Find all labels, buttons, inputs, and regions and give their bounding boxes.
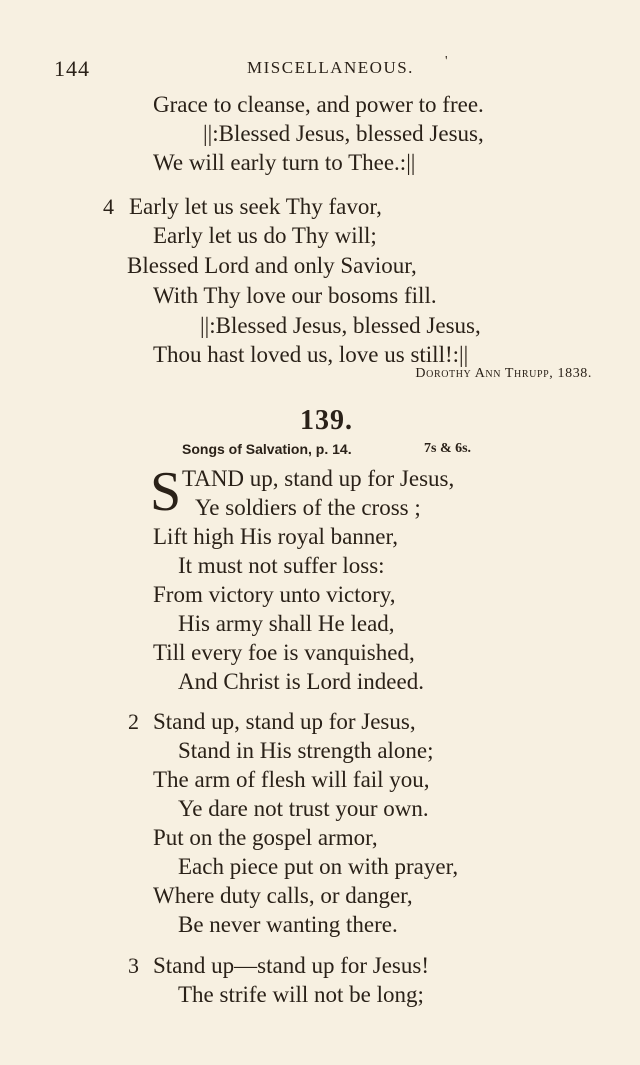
verse-number: 4 (103, 194, 114, 219)
verse-line: From victory unto victory, (153, 582, 396, 607)
verse-line: We will early turn to Thee.:|| (153, 150, 416, 175)
verse-line: The strife will not be long; (178, 982, 424, 1007)
verse-number: 2 (128, 709, 139, 734)
section-title: MISCELLANEOUS. (247, 58, 414, 77)
header-mark: ' (445, 54, 448, 69)
verse-number: 3 (128, 953, 139, 978)
verse-line: Thou hast loved us, love us still!:|| (153, 342, 469, 367)
verse-line: His army shall He lead, (178, 611, 395, 636)
verse-line: Lift high His royal banner, (153, 524, 398, 549)
verse-line: Ye soldiers of the cross ; (195, 495, 421, 520)
verse-line: And Christ is Lord indeed. (178, 669, 424, 694)
verse-line: It must not suffer loss: (178, 553, 385, 578)
verse-line: Stand in His strength alone; (178, 738, 434, 763)
verse-line: The arm of flesh will fail you, (153, 767, 430, 792)
verse-line: Blessed Lord and only Saviour, (127, 253, 417, 278)
verse-line: Grace to cleanse, and power to free. (153, 92, 484, 117)
verse-line: Stand up, stand up for Jesus, (153, 709, 416, 734)
verse-line: With Thy love our bosoms fill. (153, 283, 437, 308)
author-credit: Dorothy Ann Thrupp, 1838. (415, 366, 592, 381)
verse-line: Early let us seek Thy favor, (129, 194, 382, 219)
drop-cap: S (150, 461, 182, 523)
hymn-number: 139. (300, 405, 353, 436)
verse-line: Where duty calls, or danger, (153, 883, 413, 908)
meter: 7s & 6s. (424, 441, 472, 456)
verse-line: Be never wanting there. (178, 912, 398, 937)
verse-line: ||:Blessed Jesus, blessed Jesus, (203, 121, 484, 146)
verse-line: TAND up, stand up for Jesus, (182, 466, 455, 491)
verse-line: ||:Blessed Jesus, blessed Jesus, (200, 313, 481, 338)
verse-line: Ye dare not trust your own. (178, 796, 429, 821)
verse-line: Till every foe is vanquished, (153, 640, 415, 665)
verse-line: Stand up—stand up for Jesus! (153, 953, 429, 978)
tune-source: Songs of Salvation, p. 14. (182, 441, 352, 457)
verse-line: Put on the gospel armor, (153, 825, 378, 850)
page-number: 144 (54, 56, 90, 81)
verse-line: Early let us do Thy will; (153, 223, 377, 248)
verse-line: Each piece put on with prayer, (178, 854, 459, 879)
